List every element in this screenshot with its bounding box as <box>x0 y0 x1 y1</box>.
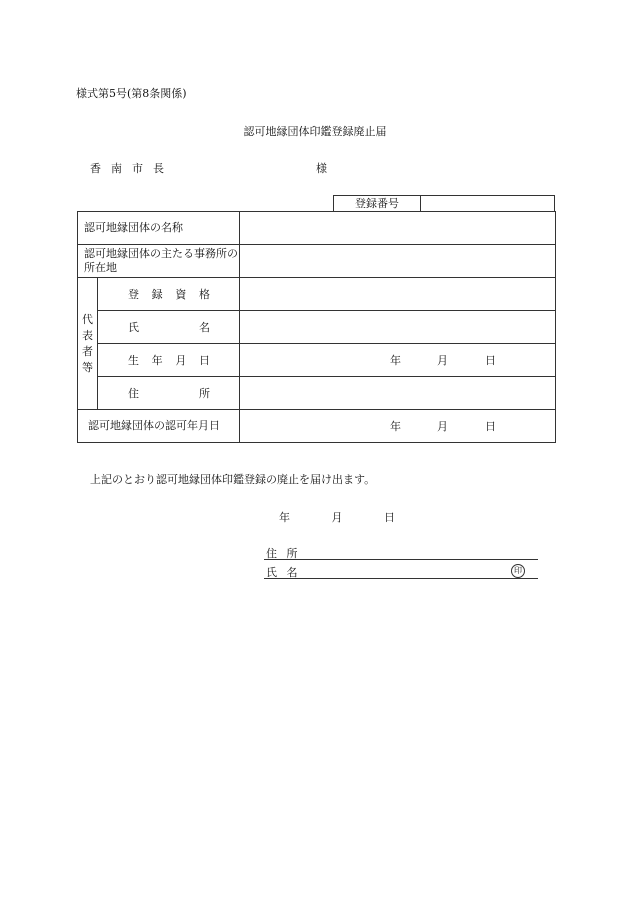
birthdate-field[interactable]: 年 月 日 <box>240 344 556 377</box>
address-field[interactable] <box>240 377 556 410</box>
qualification-field[interactable] <box>240 278 556 311</box>
representative-group-label: 代 表 者 等 <box>78 278 98 410</box>
submission-date[interactable]: 年 月 日 <box>279 511 395 524</box>
signature-address-line[interactable] <box>264 545 538 560</box>
signature-name-line[interactable] <box>264 564 538 579</box>
org-address-field[interactable] <box>240 245 556 278</box>
form-table <box>77 211 556 443</box>
document-title: 認可地縁団体印鑑登録廃止届 <box>243 125 387 138</box>
birthdate-label: 生 年 月 日 <box>98 344 240 377</box>
org-name-field[interactable] <box>240 212 556 245</box>
approval-date-field[interactable]: 年 月 日 <box>240 410 556 443</box>
notice-text: 上記のとおり認可地縁団体印鑑登録の廃止を届け出ます。 <box>90 473 376 486</box>
registration-number-field[interactable] <box>421 196 554 211</box>
seal-mark: 印 <box>511 564 525 578</box>
address-label: 住 所 <box>98 377 240 410</box>
approval-date-label: 認可地縁団体の認可年月日 <box>78 410 240 443</box>
form-reference: 様式第5号(第8条関係) <box>76 87 187 100</box>
org-address-label: 認可地縁団体の主たる事務所の所在地 <box>78 245 240 278</box>
honorific: 様 <box>316 162 327 175</box>
signature-name-label: 氏 名 <box>266 566 301 579</box>
registration-number-box <box>333 195 555 211</box>
name-label: 氏 名 <box>98 311 240 344</box>
qualification-label: 登 録 資 格 <box>98 278 240 311</box>
org-name-label: 認可地縁団体の名称 <box>78 212 240 245</box>
addressee: 香南市長 <box>90 162 174 175</box>
name-field[interactable] <box>240 311 556 344</box>
registration-number-label: 登録番号 <box>334 196 421 211</box>
signature-address-label: 住 所 <box>266 547 301 560</box>
